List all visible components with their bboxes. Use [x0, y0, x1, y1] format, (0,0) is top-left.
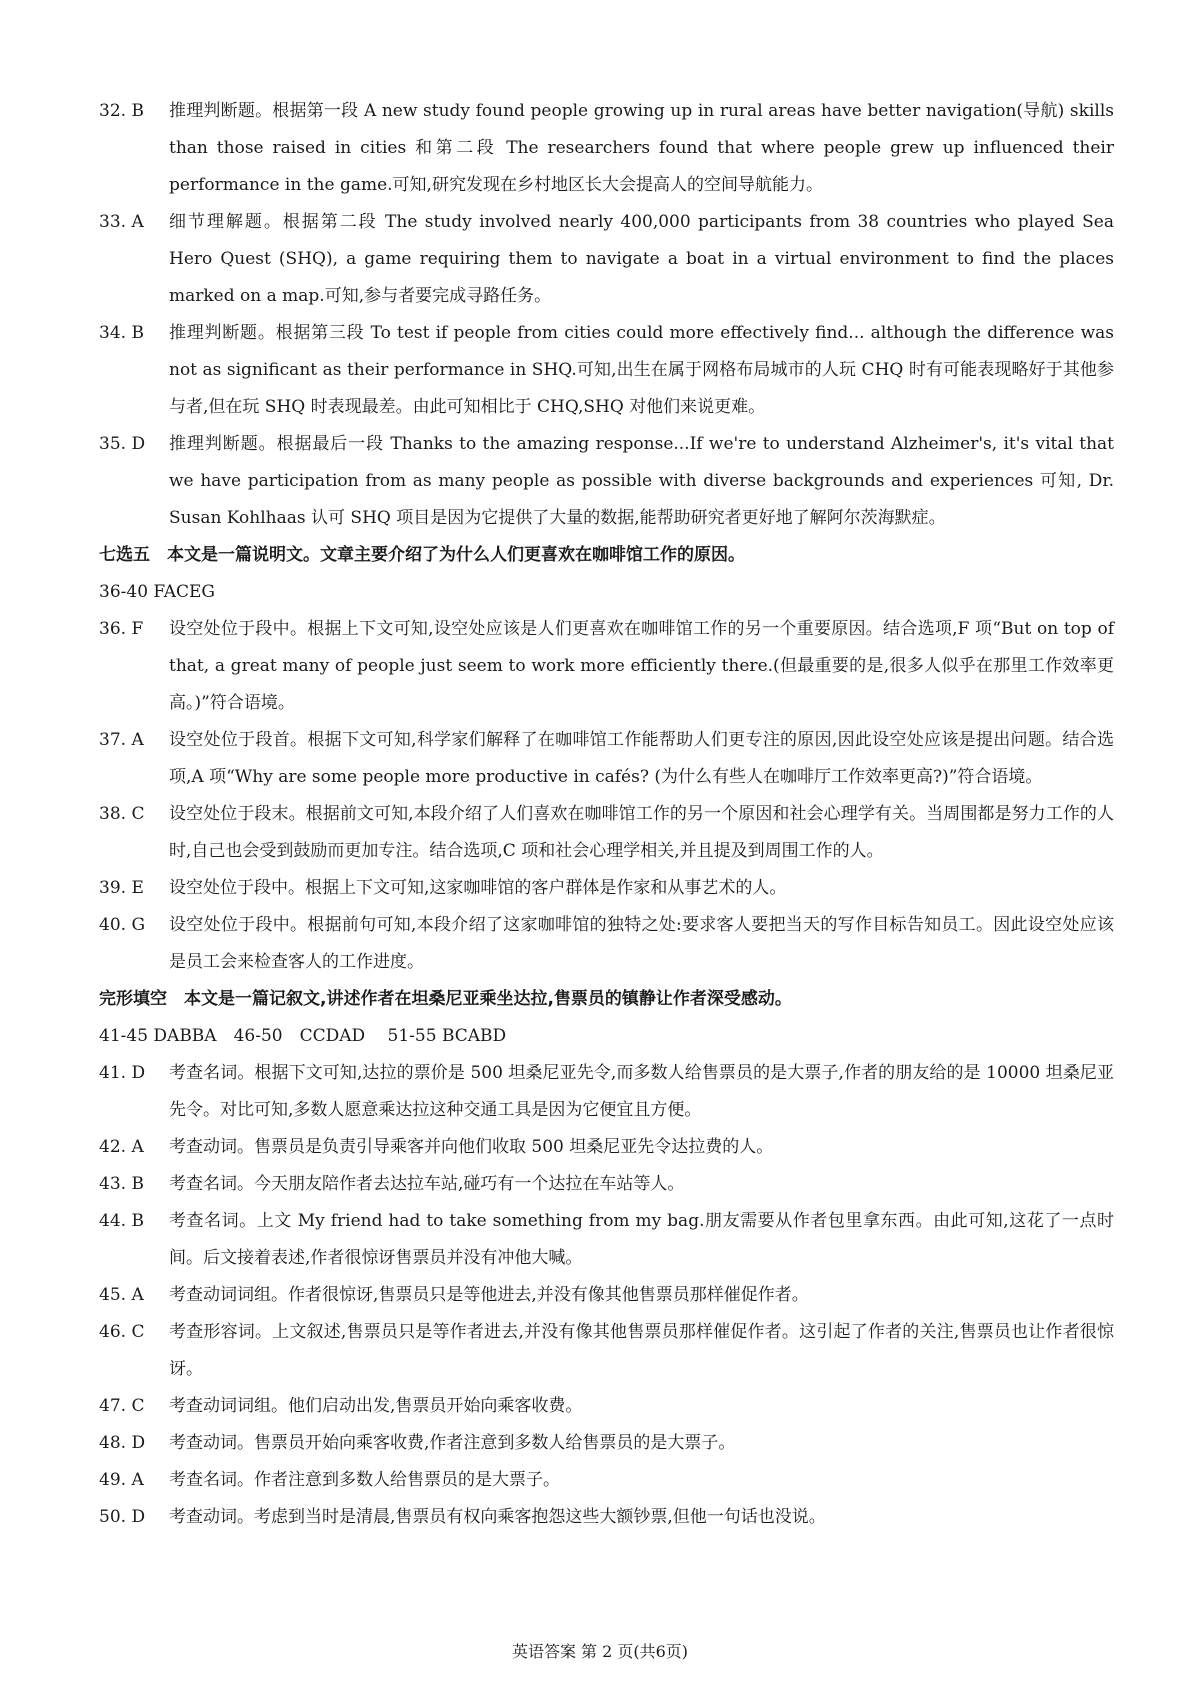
- seven-choose-five-answers: [99, 611, 1114, 981]
- answer-explanation: 考查名词。上文 My friend had to take something from my bag.朋友需要从作者包里拿东西。由此可知,这花了一点时间。后文接着表述,作者很惊讶售票员并没有冲他大喊。: [169, 1211, 1114, 1268]
- answer-item: [99, 1129, 1114, 1166]
- answer-number: 48. D: [99, 1433, 146, 1453]
- answer-number: 43. B: [99, 1174, 144, 1194]
- cloze-answers: [99, 1055, 1114, 1536]
- answer-explanation: 细节理解题。根据第二段 The study involved nearly 400,000 participants from 38 countries who played Sea Hero Quest (SHQ), a game requiring them to navigate a boat in a virtual environment to find the places marked on a map.可知,参与者要完成寻路任务。: [169, 212, 1114, 306]
- answer-explanation: 考查动词。考虑到当时是清晨,售票员有权向乘客抱怨这些大额钞票,但他一句话也没说。: [169, 1507, 826, 1527]
- answer-explanation: 设空处位于段首。根据下文可知,科学家们解释了在咖啡馆工作能帮助人们更专注的原因,因此设空处应该是提出问题。结合选项,A 项“Why are some people more productive in cafés? (为什么有些人在咖啡厅工作效率更高?)”符合语境。: [169, 730, 1114, 787]
- answer-item: [99, 1388, 1114, 1425]
- answer-number: 46. C: [99, 1322, 145, 1342]
- answer-explanation: 考查形容词。上文叙述,售票员只是等作者进去,并没有像其他售票员那样催促作者。这引起了作者的关注,售票员也让作者很惊讶。: [169, 1322, 1114, 1379]
- answer-explanation: 考查动词词组。作者很惊讶,售票员只是等他进去,并没有像其他售票员那样催促作者。: [169, 1285, 809, 1305]
- answer-explanation: 设空处位于段末。根据前文可知,本段介绍了人们喜欢在咖啡馆工作的另一个原因和社会心理学有关。当周围都是努力工作的人时,自己也会受到鼓励而更加专注。结合选项,C 项和社会心理学相关,并且提及到周围工作的人。: [169, 804, 1114, 861]
- answer-number: 49. A: [99, 1470, 144, 1490]
- answer-item: [99, 1462, 1114, 1499]
- answer-item: [99, 1499, 1114, 1536]
- answer-explanation: 考查名词。根据下文可知,达拉的票价是 500 坦桑尼亚先令,而多数人给售票员的是大票子,作者的朋友给的是 10000 坦桑尼亚先令。对比可知,多数人愿意乘达拉这种交通工具是因为它便宜且方便。: [169, 1063, 1114, 1120]
- answer-number: 50. D: [99, 1507, 146, 1527]
- answer-number: 45. A: [99, 1285, 144, 1305]
- answer-explanation: 设空处位于段中。根据上下文可知,设空处应该是人们更喜欢在咖啡馆工作的另一个重要原因。结合选项,F 项“But on top of that, a great many of people just seem to work more efficiently there.(但最重要的是,很多人似乎在那里工作效率更高。)”符合语境。: [169, 619, 1114, 713]
- reading-answers: [99, 93, 1114, 537]
- answer-item: [99, 796, 1114, 870]
- answer-item: [99, 1203, 1114, 1277]
- answer-explanation: 推理判断题。根据第三段 To test if people from cities could more effectively find... although the difference was not as significant as their performance in SHQ.可知,出生在属于网格布局城市的人玩 CHQ 时有可能表现略好于其他参与者,但在玩 SHQ 时表现最差。由此可知相比于 CHQ,SHQ 对他们来说更难。: [169, 323, 1114, 417]
- answer-explanation: 考查名词。今天朋友陪作者去达拉车站,碰巧有一个达拉在车站等人。: [169, 1174, 685, 1194]
- answer-number: 33. A: [99, 212, 144, 232]
- answer-explanation: 考查动词词组。他们启动出发,售票员开始向乘客收费。: [169, 1396, 583, 1416]
- answer-item: [99, 907, 1114, 981]
- answer-number: 36. F: [99, 619, 144, 639]
- answer-number: 42. A: [99, 1137, 144, 1157]
- answer-item: [99, 722, 1114, 796]
- answer-key-41-55: 41-45 DABBA 46-50 CCDAD 51-55 BCABD: [99, 1026, 507, 1046]
- answer-number: 44. B: [99, 1211, 144, 1231]
- answer-item: [99, 611, 1114, 722]
- answer-item: [99, 870, 1114, 907]
- answer-item: [99, 1314, 1114, 1388]
- answer-number: 38. C: [99, 804, 145, 824]
- answer-number: 34. B: [99, 323, 144, 343]
- answer-item: [99, 426, 1114, 537]
- answer-item: [99, 315, 1114, 426]
- answer-item: [99, 93, 1114, 204]
- answer-item: [99, 1425, 1114, 1462]
- answer-explanation: 设空处位于段中。根据前句可知,本段介绍了这家咖啡馆的独特之处:要求客人要把当天的写作目标告知员工。因此设空处应该是员工会来检查客人的工作进度。: [169, 915, 1114, 972]
- answer-explanation: 推理判断题。根据最后一段 Thanks to the amazing response...If we're to understand Alzheimer's, it's vital that we have participation from as many people as possible with diverse backgrounds and experiences 可知, Dr. Susan Kohlhaas 认可 SHQ 项目是因为它提供了大量的数据,能帮助研究者更好地了解阿尔茨海默症。: [169, 434, 1114, 528]
- answer-item: [99, 1055, 1114, 1129]
- answer-item: [99, 204, 1114, 315]
- answer-explanation: 考查动词。售票员是负责引导乘客并向他们收取 500 坦桑尼亚先令达拉费的人。: [169, 1137, 774, 1157]
- answer-key-36-40: 36-40 FACEG: [99, 582, 216, 602]
- answer-number: 40. G: [99, 915, 146, 935]
- section-heading-seven-choose-five: 七选五 本文是一篇说明文。文章主要介绍了为什么人们更喜欢在咖啡馆工作的原因。: [99, 545, 745, 565]
- answer-explanation: 考查动词。售票员开始向乘客收费,作者注意到多数人给售票员的是大票子。: [169, 1433, 736, 1453]
- section-heading-cloze: 完形填空 本文是一篇记叙文,讲述作者在坦桑尼亚乘坐达拉,售票员的镇静让作者深受感动。: [99, 989, 792, 1009]
- answer-content: [99, 93, 1114, 1536]
- answer-number: 32. B: [99, 101, 144, 121]
- answer-number: 35. D: [99, 434, 146, 454]
- answer-item: [99, 1277, 1114, 1314]
- answer-number: 41. D: [99, 1063, 146, 1083]
- answer-number: 47. C: [99, 1396, 145, 1416]
- answer-number: 39. E: [99, 878, 144, 898]
- page-footer: 英语答案 第 2 页(共6页): [511, 1642, 689, 1661]
- answer-explanation: 考查名词。作者注意到多数人给售票员的是大票子。: [169, 1470, 560, 1490]
- answer-item: [99, 1166, 1114, 1203]
- answer-explanation: 设空处位于段中。根据上下文可知,这家咖啡馆的客户群体是作家和从事艺术的人。: [169, 878, 787, 898]
- answer-explanation: 推理判断题。根据第一段 A new study found people growing up in rural areas have better navigation(导航) skills than those raised in cities 和第二段 The researchers found that where people grew up influenced their performance in the game.可知,研究发现在乡村地区长大会提高人的空间导航能力。: [169, 101, 1114, 195]
- answer-number: 37. A: [99, 730, 144, 750]
